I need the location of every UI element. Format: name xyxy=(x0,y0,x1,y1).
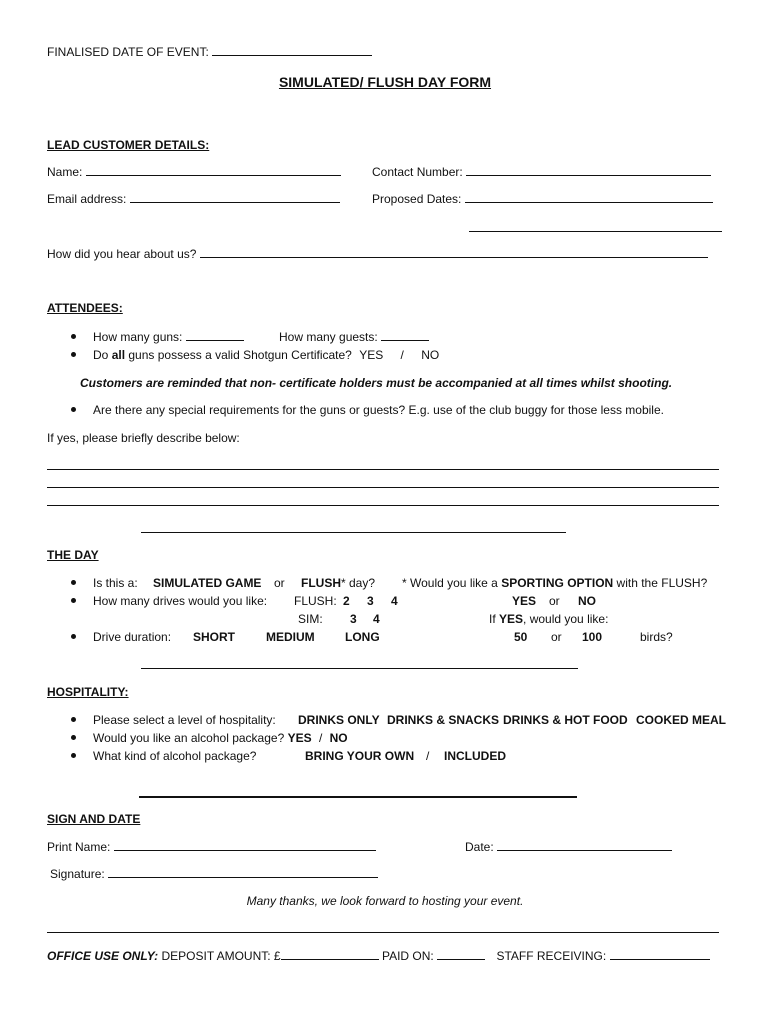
hear-about-field[interactable] xyxy=(200,246,708,258)
alcohol-package-label: Would you like an alcohol package? xyxy=(93,731,285,745)
hear-about-row xyxy=(47,246,708,262)
describe-line-3[interactable] xyxy=(47,505,719,506)
signature-field[interactable] xyxy=(108,866,378,878)
sporting-yes-option[interactable]: YES xyxy=(512,594,537,608)
certificate-reminder: Customers are reminded that non- certificate holders must be accompanied at all times whilst shooting. xyxy=(80,376,673,390)
sporting-text-post: with the FLUSH? xyxy=(616,576,708,590)
lead-details-heading: LEAD CUSTOMER DETAILS: xyxy=(47,138,210,152)
if-yes-bold: YES xyxy=(499,612,524,626)
hospitality-drinks-hot-food-option[interactable]: DRINKS & HOT FOOD xyxy=(503,713,628,727)
office-use-row xyxy=(47,948,710,964)
signature-label: Signature: xyxy=(50,867,105,881)
sign-date-heading: SIGN AND DATE xyxy=(47,812,141,826)
guests-field[interactable] xyxy=(381,329,429,341)
day-type-or: or xyxy=(274,576,285,590)
staff-receiving-label: STAFF RECEIVING: xyxy=(496,949,607,963)
guests-label: How many guests: xyxy=(279,330,378,344)
certificate-separator: / xyxy=(400,348,404,362)
sim-drives-option-4[interactable]: 4 xyxy=(373,612,380,626)
certificate-text-post: guns possess a valid Shotgun Certificate? xyxy=(128,348,352,362)
flush-option[interactable]: FLUSH xyxy=(301,576,341,590)
finalised-date-field[interactable] xyxy=(212,44,372,56)
email-row xyxy=(47,191,340,207)
contact-number-label: Contact Number: xyxy=(372,165,463,179)
guns-field[interactable] xyxy=(186,329,244,341)
email-label: Email address: xyxy=(47,192,127,206)
deposit-amount-label: DEPOSIT AMOUNT: £ xyxy=(161,949,281,963)
alcohol-separator: / xyxy=(318,731,323,745)
deposit-amount-field[interactable] xyxy=(281,948,379,960)
hear-about-label: How did you hear about us? xyxy=(47,247,197,261)
certificate-text-pre: Do xyxy=(93,348,109,362)
guests-row xyxy=(279,329,429,345)
duration-medium-option[interactable]: MEDIUM xyxy=(266,630,315,644)
the-day-heading: THE DAY xyxy=(47,548,99,562)
attendees-heading: ATTENDEES: xyxy=(47,301,123,315)
describe-prompt: If yes, please briefly describe below: xyxy=(47,431,240,445)
print-name-field[interactable] xyxy=(114,839,376,851)
contact-row xyxy=(372,164,711,180)
bullet xyxy=(71,580,76,585)
duration-long-option[interactable]: LONG xyxy=(345,630,380,644)
bullet xyxy=(71,753,76,758)
bullet xyxy=(71,735,76,740)
finalised-date-row xyxy=(47,44,372,60)
alcohol-yes-option[interactable]: YES xyxy=(287,731,312,745)
section-divider xyxy=(141,532,566,533)
thank-you-message: Many thanks, we look forward to hosting your event. xyxy=(246,894,524,908)
hospitality-drinks-only-option[interactable]: DRINKS ONLY xyxy=(298,713,380,727)
describe-line-2[interactable] xyxy=(47,487,719,488)
if-yes-pre: If xyxy=(489,612,496,626)
bullet xyxy=(71,334,76,339)
duration-short-option[interactable]: SHORT xyxy=(193,630,235,644)
bullet xyxy=(71,407,76,412)
sporting-or: or xyxy=(549,594,560,608)
section-divider xyxy=(139,796,577,798)
date-field[interactable] xyxy=(497,839,672,851)
name-field[interactable] xyxy=(86,164,341,176)
certificate-text-all: all xyxy=(111,348,126,362)
simulated-game-option[interactable]: SIMULATED GAME xyxy=(153,576,262,590)
office-use-label: OFFICE USE ONLY: xyxy=(47,949,159,963)
certificate-no-option[interactable]: NO xyxy=(421,348,440,362)
bullet xyxy=(71,352,76,357)
hospitality-drinks-snacks-option[interactable]: DRINKS & SNACKS xyxy=(387,713,500,727)
bullet xyxy=(71,634,76,639)
sporting-option-row xyxy=(402,575,707,591)
certificate-row xyxy=(93,347,439,363)
proposed-dates-field[interactable] xyxy=(465,191,713,203)
hospitality-level-label: Please select a level of hospitality: xyxy=(93,713,276,727)
email-field[interactable] xyxy=(130,191,340,203)
drives-label: How many drives would you like: xyxy=(93,594,268,608)
signature-row xyxy=(50,866,378,882)
guns-label: How many guns: xyxy=(93,330,183,344)
bullet xyxy=(71,598,76,603)
print-name-label: Print Name: xyxy=(47,840,111,854)
if-yes-post: , would you like: xyxy=(523,612,609,626)
guns-row xyxy=(93,329,244,345)
birds-label: birds? xyxy=(640,630,673,644)
proposed-dates-line-2[interactable] xyxy=(469,231,722,232)
name-row xyxy=(47,164,341,180)
flush-drives-option-2[interactable]: 2 xyxy=(343,594,350,608)
date-label: Date: xyxy=(465,840,494,854)
included-option[interactable]: INCLUDED xyxy=(444,749,506,763)
alcohol-package-row xyxy=(93,730,348,746)
name-label: Name: xyxy=(47,165,83,179)
paid-on-label: PAID ON: xyxy=(381,949,434,963)
sporting-option-label: SPORTING OPTION xyxy=(501,576,614,590)
hospitality-cooked-meal-option[interactable]: COOKED MEAL xyxy=(636,713,726,727)
drive-duration-label: Drive duration: xyxy=(93,630,172,644)
certificate-yes-option[interactable]: YES xyxy=(359,348,384,362)
if-yes-row xyxy=(489,611,608,627)
day-suffix: * day? xyxy=(341,576,376,590)
describe-line-1[interactable] xyxy=(47,469,719,470)
alcohol-kind-label: What kind of alcohol package? xyxy=(93,749,257,763)
sporting-text-pre: * Would you like a xyxy=(402,576,498,590)
form-title: SIMULATED/ FLUSH DAY FORM xyxy=(278,74,492,90)
flush-drives-option-4[interactable]: 4 xyxy=(391,594,398,608)
alcohol-kind-separator: / xyxy=(426,749,430,763)
flush-drives-option-3[interactable]: 3 xyxy=(367,594,374,608)
special-requirements-question: Are there any special requirements for the guns or guests? E.g. use of the club buggy for those less mobile. xyxy=(93,403,664,417)
alcohol-no-option[interactable]: NO xyxy=(329,731,348,745)
birds-or: or xyxy=(551,630,562,644)
sporting-no-option[interactable]: NO xyxy=(578,594,596,608)
paid-on-field[interactable] xyxy=(437,948,485,960)
bring-your-own-option[interactable]: BRING YOUR OWN xyxy=(305,749,415,763)
birds-100-option[interactable]: 100 xyxy=(582,630,603,644)
flush-option-row xyxy=(301,575,375,591)
sim-drives-option-3[interactable]: 3 xyxy=(350,612,357,626)
drives-sim-label: SIM: xyxy=(298,612,323,626)
drives-flush-label: FLUSH: xyxy=(294,594,337,608)
contact-number-field[interactable] xyxy=(466,164,711,176)
office-divider xyxy=(47,932,719,933)
bullet xyxy=(71,717,76,722)
finalised-date-label: FINALISED DATE OF EVENT: xyxy=(47,45,209,59)
staff-receiving-field[interactable] xyxy=(610,948,710,960)
proposed-dates-row xyxy=(372,191,713,207)
section-divider xyxy=(141,668,578,669)
date-row xyxy=(465,839,672,855)
hospitality-heading: HOSPITALITY: xyxy=(47,685,129,699)
print-name-row xyxy=(47,839,376,855)
birds-50-option[interactable]: 50 xyxy=(514,630,528,644)
proposed-dates-label: Proposed Dates: xyxy=(372,192,462,206)
day-type-label: Is this a: xyxy=(93,576,138,590)
